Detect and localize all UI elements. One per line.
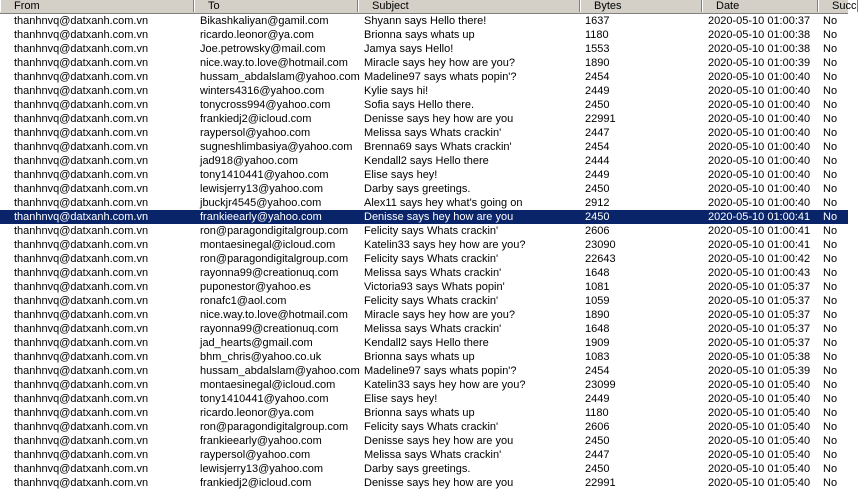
cell-subject: Felicity says Whats crackin' (364, 295, 499, 307)
cell-bytes: 2450 (585, 183, 610, 195)
cell-success: No (823, 267, 838, 279)
cell-to: lewisjerry13@yahoo.com (200, 183, 324, 195)
cell-date: 2020-05-10 01:00:38 (708, 43, 811, 55)
cell-date: 2020-05-10 01:00:40 (708, 113, 811, 125)
cell-bytes: 2454 (585, 141, 610, 153)
cell-subject: Denisse says hey how are you (364, 477, 514, 489)
cell-subject: Miracle says hey how are you? (364, 57, 516, 69)
table-row[interactable] (0, 224, 848, 238)
cell-to: lewisjerry13@yahoo.com (200, 463, 324, 475)
cell-subject: Madeline97 says whats popin'? (364, 365, 517, 377)
table-row[interactable] (0, 406, 848, 420)
cell-to: rayonna99@creationuq.com (200, 323, 339, 335)
cell-subject: Felicity says Whats crackin' (364, 225, 499, 237)
cell-to: jad918@yahoo.com (200, 155, 299, 167)
table-row[interactable] (0, 210, 848, 224)
cell-subject: Brenna69 says Whats crackin' (364, 141, 512, 153)
cell-to: raypersol@yahoo.com (200, 127, 311, 139)
cell-success: No (823, 183, 838, 195)
cell-subject: Brionna says whats up (364, 351, 475, 363)
cell-date: 2020-05-10 01:05:40 (708, 421, 811, 433)
cell-from: thanhnvq@datxanh.com.vn (14, 449, 149, 461)
cell-from: thanhnvq@datxanh.com.vn (14, 29, 149, 41)
cell-success: No (823, 379, 838, 391)
cell-bytes: 2447 (585, 449, 610, 461)
cell-from: thanhnvq@datxanh.com.vn (14, 253, 149, 265)
cell-from: thanhnvq@datxanh.com.vn (14, 183, 149, 195)
cell-to: sugneshlimbasiya@yahoo.com (200, 141, 353, 153)
cell-bytes: 2444 (585, 155, 610, 167)
cell-date: 2020-05-10 01:05:40 (708, 379, 811, 391)
cell-from: thanhnvq@datxanh.com.vn (14, 197, 149, 209)
cell-date: 2020-05-10 01:05:40 (708, 449, 811, 461)
cell-from: thanhnvq@datxanh.com.vn (14, 393, 149, 405)
cell-success: No (823, 29, 838, 41)
cell-bytes: 1083 (585, 351, 610, 363)
cell-success: No (823, 127, 838, 139)
cell-success: No (823, 281, 838, 293)
cell-success: No (823, 113, 838, 125)
cell-to: montaesinegal@icloud.com (200, 239, 336, 251)
cell-date: 2020-05-10 01:00:40 (708, 169, 811, 181)
cell-to: ricardo.leonor@ya.com (200, 29, 314, 41)
cell-success: No (823, 239, 838, 251)
cell-to: frankiedj2@icloud.com (200, 477, 312, 489)
table-row[interactable] (0, 70, 848, 84)
cell-date: 2020-05-10 01:00:40 (708, 155, 811, 167)
cell-date: 2020-05-10 01:05:39 (708, 365, 811, 377)
cell-from: thanhnvq@datxanh.com.vn (14, 379, 149, 391)
cell-from: thanhnvq@datxanh.com.vn (14, 239, 149, 251)
cell-success: No (823, 435, 838, 447)
cell-from: thanhnvq@datxanh.com.vn (14, 113, 149, 125)
cell-bytes: 2449 (585, 393, 610, 405)
cell-bytes: 2454 (585, 71, 610, 83)
table-row[interactable] (0, 140, 848, 154)
table-row[interactable] (0, 182, 848, 196)
cell-bytes: 22991 (585, 477, 616, 489)
cell-success: No (823, 365, 838, 377)
cell-date: 2020-05-10 01:00:41 (708, 225, 811, 237)
table-row[interactable] (0, 364, 848, 378)
cell-date: 2020-05-10 01:00:38 (708, 29, 811, 41)
cell-bytes: 23099 (585, 379, 616, 391)
cell-subject: Victoria93 says Whats popin' (364, 281, 505, 293)
cell-success: No (823, 309, 838, 321)
column-header-from[interactable]: From (0, 0, 194, 12)
cell-bytes: 1890 (585, 309, 610, 321)
cell-subject: Felicity says Whats crackin' (364, 253, 499, 265)
table-row[interactable] (0, 112, 848, 126)
table-row[interactable] (0, 294, 848, 308)
cell-subject: Darby says greetings. (364, 463, 471, 475)
cell-date: 2020-05-10 01:05:40 (708, 477, 811, 489)
cell-subject: Brionna says whats up (364, 407, 475, 419)
cell-bytes: 2450 (585, 435, 610, 447)
cell-from: thanhnvq@datxanh.com.vn (14, 365, 149, 377)
cell-to: jad_hearts@gmail.com (200, 337, 313, 349)
cell-success: No (823, 15, 838, 27)
cell-bytes: 2449 (585, 85, 610, 97)
cell-from: thanhnvq@datxanh.com.vn (14, 477, 149, 489)
cell-success: No (823, 169, 838, 181)
table-row[interactable] (0, 14, 848, 28)
table-row[interactable] (0, 196, 848, 210)
cell-date: 2020-05-10 01:00:40 (708, 99, 811, 111)
cell-bytes: 2454 (585, 365, 610, 377)
cell-subject: Felicity says Whats crackin' (364, 421, 499, 433)
cell-subject: Jamya says Hello! (364, 43, 454, 55)
cell-subject: Brionna says whats up (364, 29, 475, 41)
cell-date: 2020-05-10 01:00:42 (708, 253, 811, 265)
cell-bytes: 22643 (585, 253, 616, 265)
cell-to: ricardo.leonor@ya.com (200, 407, 314, 419)
cell-subject: Kylie says hi! (364, 85, 429, 97)
cell-subject: Melissa says Whats crackin' (364, 267, 502, 279)
cell-bytes: 1890 (585, 57, 610, 69)
cell-to: raypersol@yahoo.com (200, 449, 311, 461)
cell-success: No (823, 43, 838, 55)
column-header-date[interactable]: Date (702, 0, 818, 12)
table-row[interactable] (0, 84, 848, 98)
cell-success: No (823, 253, 838, 265)
cell-bytes: 2450 (585, 99, 610, 111)
cell-bytes: 2450 (585, 463, 610, 475)
cell-from: thanhnvq@datxanh.com.vn (14, 85, 149, 97)
cell-to: hussam_abdalslam@yahoo.com (200, 365, 360, 377)
cell-date: 2020-05-10 01:00:40 (708, 127, 811, 139)
cell-bytes: 23090 (585, 239, 616, 251)
cell-from: thanhnvq@datxanh.com.vn (14, 71, 149, 83)
cell-from: thanhnvq@datxanh.com.vn (14, 57, 149, 69)
cell-from: thanhnvq@datxanh.com.vn (14, 99, 149, 111)
table-row[interactable] (0, 476, 848, 490)
cell-bytes: 1553 (585, 43, 610, 55)
cell-success: No (823, 141, 838, 153)
table-row[interactable] (0, 252, 848, 266)
cell-to: rayonna99@creationuq.com (200, 267, 339, 279)
cell-subject: Katelin33 says hey how are you? (364, 239, 526, 251)
cell-bytes: 2606 (585, 421, 610, 433)
cell-success: No (823, 57, 838, 69)
cell-success: No (823, 85, 838, 97)
cell-from: thanhnvq@datxanh.com.vn (14, 295, 149, 307)
cell-date: 2020-05-10 01:05:38 (708, 351, 811, 363)
cell-to: puponestor@yahoo.es (200, 281, 311, 293)
cell-success: No (823, 407, 838, 419)
cell-to: jbuckjr4545@yahoo.com (200, 197, 322, 209)
cell-bytes: 1909 (585, 337, 610, 349)
cell-to: tony1410441@yahoo.com (200, 393, 329, 405)
cell-date: 2020-05-10 01:00:41 (708, 239, 811, 251)
cell-bytes: 1180 (585, 407, 609, 419)
cell-from: thanhnvq@datxanh.com.vn (14, 463, 149, 475)
cell-success: No (823, 477, 838, 489)
cell-success: No (823, 295, 838, 307)
table-row[interactable] (0, 154, 848, 168)
cell-to: frankieearly@yahoo.com (200, 211, 322, 223)
cell-success: No (823, 99, 838, 111)
cell-to: frankieearly@yahoo.com (200, 435, 322, 447)
cell-to: tony1410441@yahoo.com (200, 169, 329, 181)
cell-from: thanhnvq@datxanh.com.vn (14, 141, 149, 153)
table-row[interactable] (0, 308, 848, 322)
table-row[interactable] (0, 448, 848, 462)
cell-success: No (823, 421, 838, 433)
cell-bytes: 2447 (585, 127, 610, 139)
cell-to: frankiedj2@icloud.com (200, 113, 312, 125)
cell-success: No (823, 351, 838, 363)
cell-from: thanhnvq@datxanh.com.vn (14, 323, 149, 335)
cell-subject: Miracle says hey how are you? (364, 309, 516, 321)
table-row[interactable] (0, 322, 848, 336)
cell-date: 2020-05-10 01:05:40 (708, 463, 811, 475)
column-header-success[interactable]: Succ (818, 0, 858, 12)
cell-to: ron@paragondigitalgroup.com (200, 225, 349, 237)
cell-to: ronafc1@aol.com (200, 295, 287, 307)
cell-from: thanhnvq@datxanh.com.vn (14, 351, 149, 363)
cell-date: 2020-05-10 01:05:40 (708, 393, 811, 405)
cell-subject: Alex11 says hey what's going on (364, 197, 523, 209)
cell-bytes: 2450 (585, 211, 610, 223)
column-header-subject[interactable]: Subject (358, 0, 580, 12)
table-row[interactable] (0, 168, 848, 182)
cell-to: nice.way.to.love@hotmail.com (200, 57, 348, 69)
cell-success: No (823, 211, 838, 223)
cell-from: thanhnvq@datxanh.com.vn (14, 435, 149, 447)
cell-to: Joe.petrowsky@mail.com (200, 43, 326, 55)
cell-bytes: 1637 (585, 15, 610, 27)
cell-date: 2020-05-10 01:00:40 (708, 197, 811, 209)
cell-bytes: 1081 (585, 281, 610, 293)
cell-to: ron@paragondigitalgroup.com (200, 253, 349, 265)
cell-subject: Kendall2 says Hello there (364, 155, 489, 167)
cell-subject: Madeline97 says whats popin'? (364, 71, 517, 83)
cell-subject: Melissa says Whats crackin' (364, 127, 502, 139)
table-row[interactable] (0, 266, 848, 280)
cell-bytes: 1180 (585, 29, 609, 41)
cell-date: 2020-05-10 01:05:37 (708, 309, 811, 321)
cell-date: 2020-05-10 01:00:40 (708, 183, 811, 195)
cell-subject: Denisse says hey how are you (364, 435, 514, 447)
cell-bytes: 2912 (585, 197, 610, 209)
cell-date: 2020-05-10 01:05:40 (708, 407, 811, 419)
cell-bytes: 1059 (585, 295, 610, 307)
cell-from: thanhnvq@datxanh.com.vn (14, 15, 149, 27)
cell-date: 2020-05-10 01:05:37 (708, 295, 811, 307)
table-row[interactable] (0, 350, 848, 364)
cell-success: No (823, 337, 838, 349)
cell-bytes: 1648 (585, 323, 610, 335)
cell-subject: Elise says hey! (364, 393, 438, 405)
table-row[interactable] (0, 98, 848, 112)
cell-success: No (823, 463, 838, 475)
cell-date: 2020-05-10 01:05:37 (708, 337, 811, 349)
cell-subject: Denisse says hey how are you (364, 113, 514, 125)
cell-from: thanhnvq@datxanh.com.vn (14, 267, 149, 279)
column-header-bytes[interactable]: Bytes (580, 0, 702, 12)
cell-success: No (823, 197, 838, 209)
cell-bytes: 1648 (585, 267, 610, 279)
cell-date: 2020-05-10 01:00:40 (708, 71, 811, 83)
column-header-to[interactable]: To (194, 0, 358, 12)
cell-bytes: 22991 (585, 113, 616, 125)
cell-from: thanhnvq@datxanh.com.vn (14, 169, 149, 181)
cell-success: No (823, 155, 838, 167)
cell-date: 2020-05-10 01:05:37 (708, 323, 811, 335)
cell-to: nice.way.to.love@hotmail.com (200, 309, 348, 321)
cell-from: thanhnvq@datxanh.com.vn (14, 211, 149, 223)
cell-date: 2020-05-10 01:05:37 (708, 281, 811, 293)
cell-subject: Kendall2 says Hello there (364, 337, 489, 349)
table-row[interactable] (0, 238, 848, 252)
cell-date: 2020-05-10 01:00:41 (708, 211, 811, 223)
cell-bytes: 2606 (585, 225, 610, 237)
cell-subject: Katelin33 says hey how are you? (364, 379, 526, 391)
cell-success: No (823, 449, 838, 461)
cell-to: tonycross994@yahoo.com (200, 99, 331, 111)
cell-date: 2020-05-10 01:00:39 (708, 57, 811, 69)
cell-bytes: 2449 (585, 169, 610, 181)
table-row[interactable] (0, 280, 848, 294)
table-row[interactable] (0, 336, 848, 350)
cell-from: thanhnvq@datxanh.com.vn (14, 281, 149, 293)
cell-success: No (823, 393, 838, 405)
cell-subject: Shyann says Hello there! (364, 15, 487, 27)
table-row[interactable] (0, 28, 848, 42)
cell-subject: Denisse says hey how are you (364, 211, 514, 223)
cell-date: 2020-05-10 01:00:43 (708, 267, 811, 279)
cell-from: thanhnvq@datxanh.com.vn (14, 309, 149, 321)
table-row[interactable] (0, 462, 848, 476)
cell-to: winters4316@yahoo.com (200, 85, 325, 97)
cell-subject: Darby says greetings. (364, 183, 471, 195)
cell-subject: Elise says hey! (364, 169, 438, 181)
cell-to: hussam_abdalslam@yahoo.com (200, 71, 360, 83)
cell-date: 2020-05-10 01:05:40 (708, 435, 811, 447)
cell-from: thanhnvq@datxanh.com.vn (14, 155, 149, 167)
table-row[interactable] (0, 434, 848, 448)
cell-to: montaesinegal@icloud.com (200, 379, 336, 391)
cell-to: Bikashkaliyan@gamil.com (200, 15, 329, 27)
cell-subject: Melissa says Whats crackin' (364, 449, 502, 461)
table-row[interactable] (0, 42, 848, 56)
cell-from: thanhnvq@datxanh.com.vn (14, 225, 149, 237)
table-row[interactable] (0, 420, 848, 434)
cell-from: thanhnvq@datxanh.com.vn (14, 337, 149, 349)
cell-to: bhm_chris@yahoo.co.uk (200, 351, 322, 363)
table-row[interactable] (0, 392, 848, 406)
column-header-bar (0, 0, 857, 14)
cell-success: No (823, 225, 838, 237)
cell-from: thanhnvq@datxanh.com.vn (14, 127, 149, 139)
cell-from: thanhnvq@datxanh.com.vn (14, 407, 149, 419)
cell-success: No (823, 323, 838, 335)
cell-subject: Sofia says Hello there. (364, 99, 475, 111)
cell-from: thanhnvq@datxanh.com.vn (14, 43, 149, 55)
table-row[interactable] (0, 378, 848, 392)
cell-from: thanhnvq@datxanh.com.vn (14, 421, 149, 433)
table-row[interactable] (0, 56, 848, 70)
cell-date: 2020-05-10 01:00:40 (708, 141, 811, 153)
table-row[interactable] (0, 126, 848, 140)
cell-to: ron@paragondigitalgroup.com (200, 421, 349, 433)
cell-date: 2020-05-10 01:00:37 (708, 15, 811, 27)
cell-success: No (823, 71, 838, 83)
cell-date: 2020-05-10 01:00:40 (708, 85, 811, 97)
cell-subject: Melissa says Whats crackin' (364, 323, 502, 335)
